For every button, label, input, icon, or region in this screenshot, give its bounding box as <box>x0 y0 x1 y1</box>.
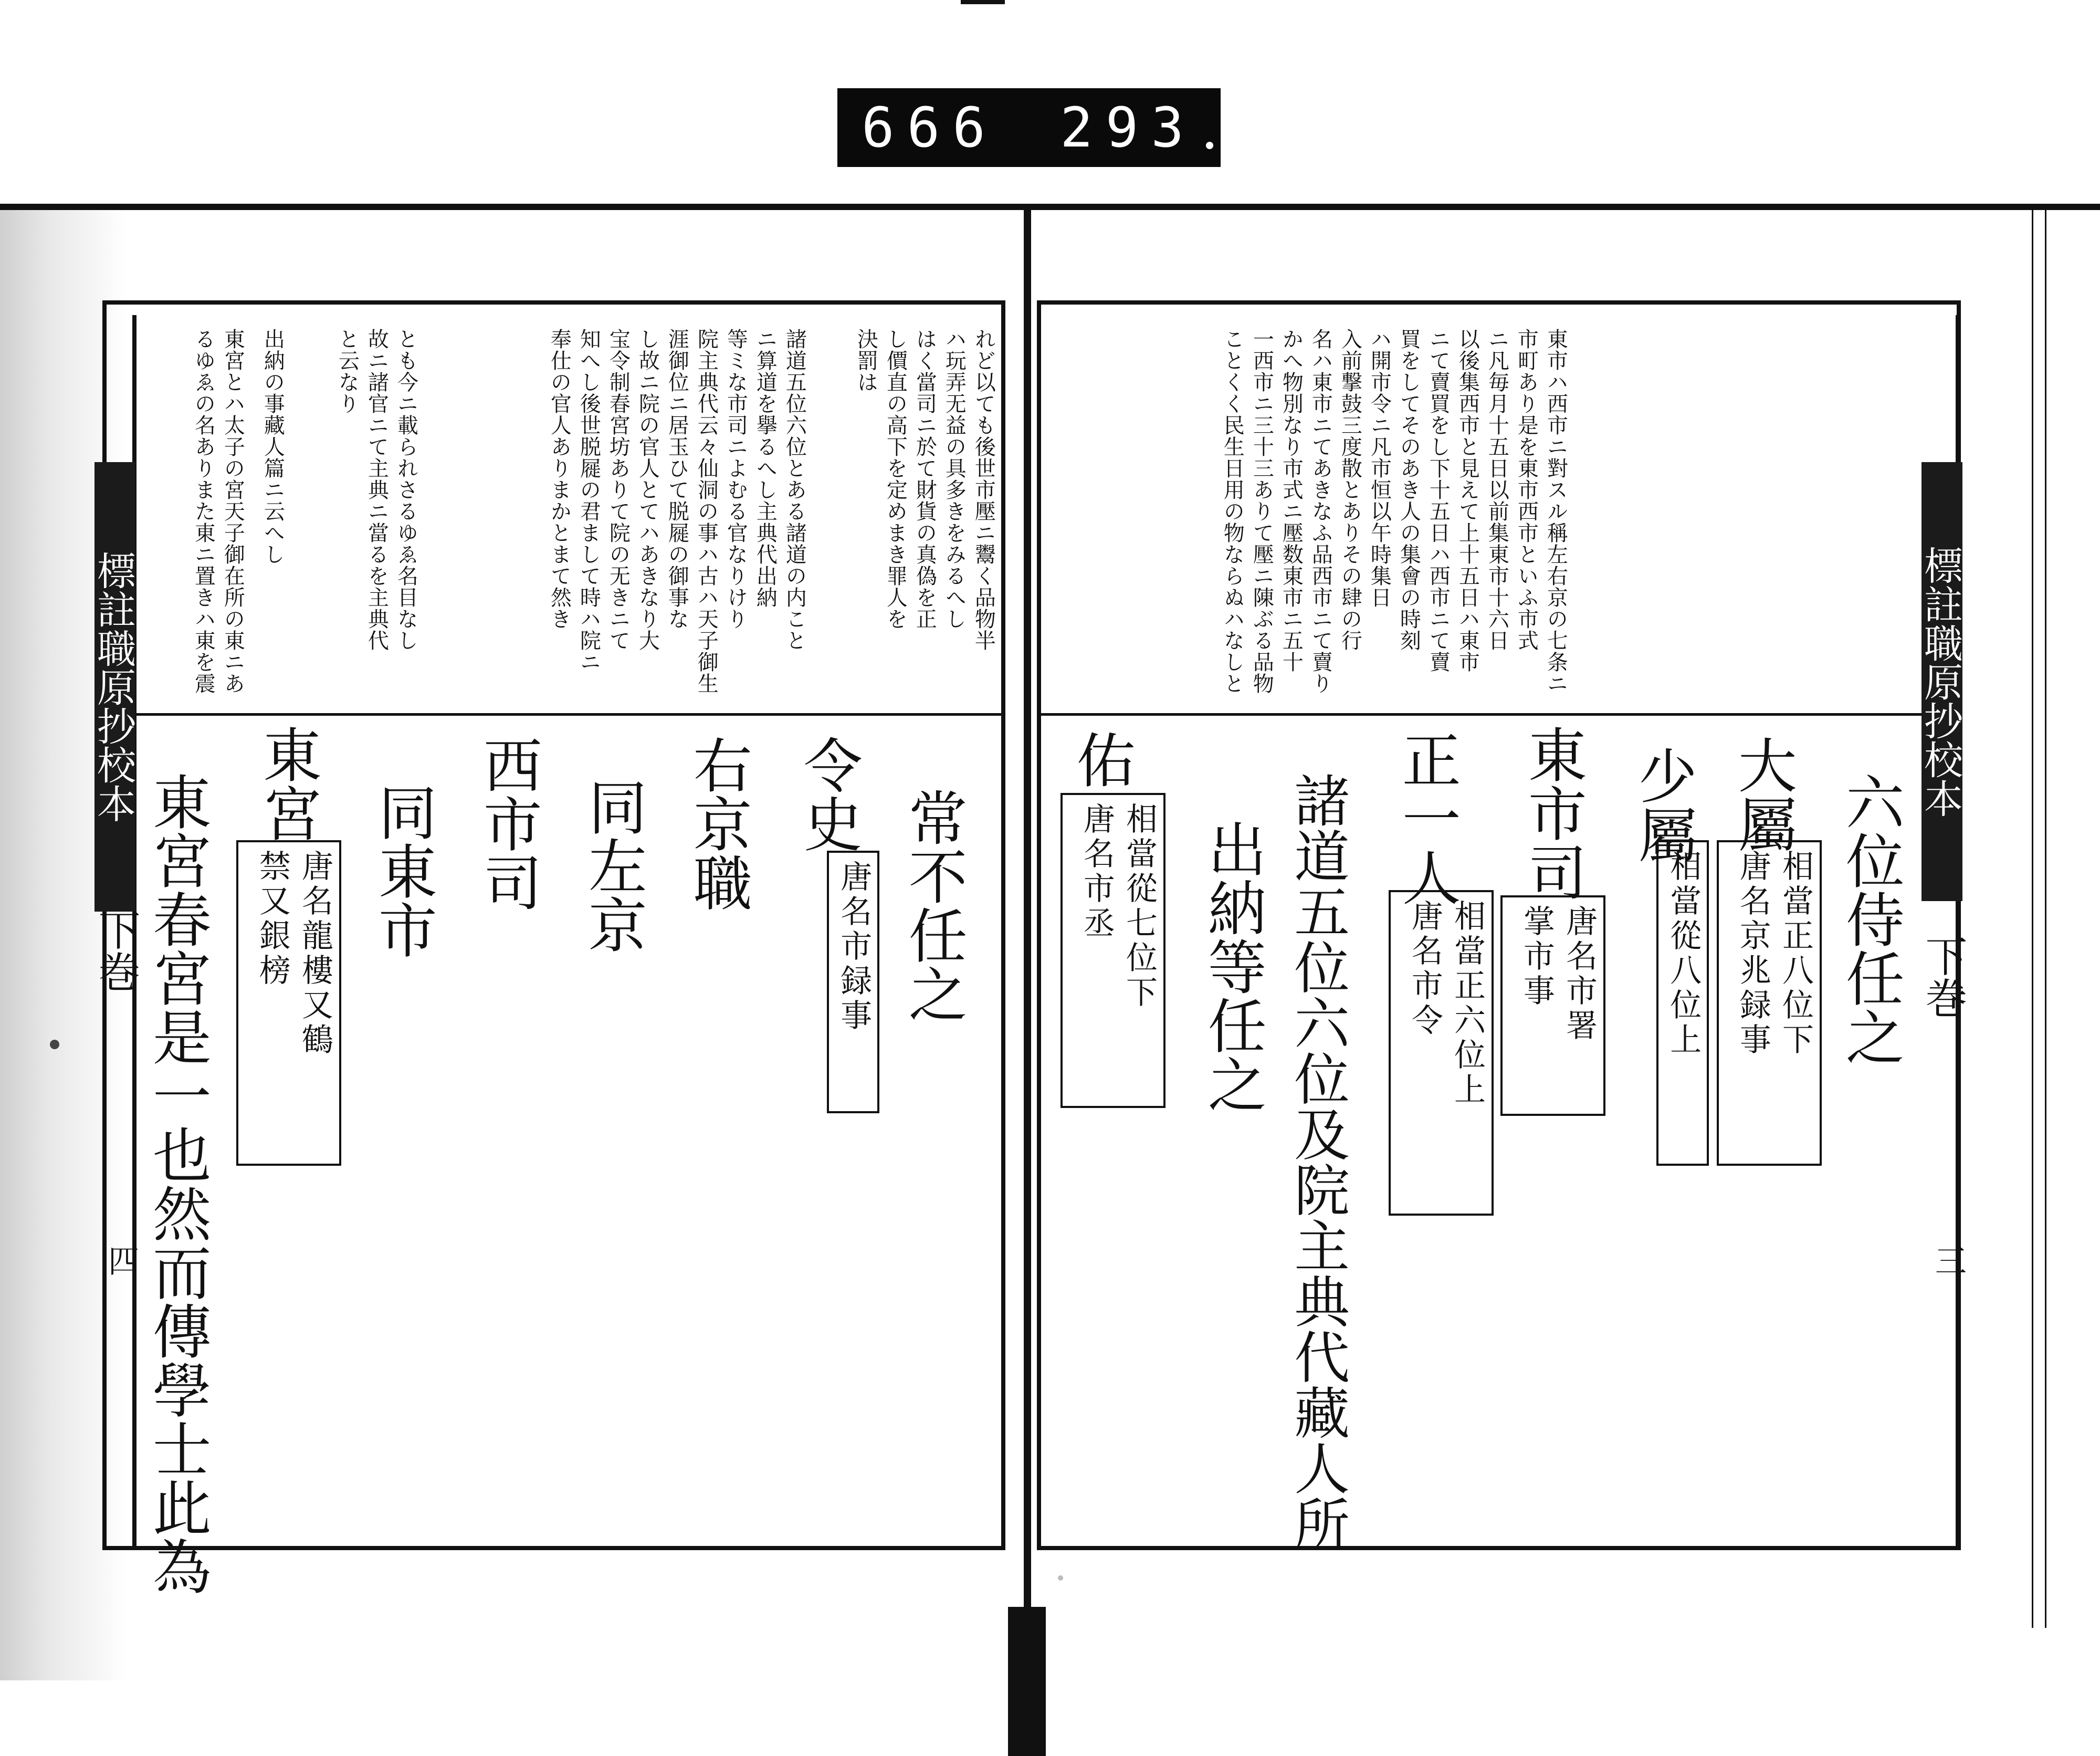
entry-title: 正一人 <box>1392 730 1461 906</box>
right-running-head: 標註職原抄校本 <box>1922 462 1962 901</box>
annotation-box <box>827 851 879 1113</box>
left-note-line: るゆゑの名ありまた東ニ置きハ東を震 <box>191 328 216 694</box>
entry-title: 西市司 <box>474 735 542 912</box>
binding-foot <box>1008 1607 1046 1756</box>
scan-speckle <box>50 1040 59 1049</box>
right-book-edge <box>2032 210 2046 1628</box>
entry-title: 令史 <box>794 735 863 853</box>
entry-title: 六位侍任之 <box>1836 772 1905 1066</box>
left-note-divider <box>132 713 1005 716</box>
book-binding <box>1024 206 1031 1624</box>
annotation-box <box>1656 840 1709 1166</box>
annotation-box <box>1500 895 1605 1116</box>
left-note-line: 等ミな市司ニよむる官なりけり <box>723 328 748 630</box>
entry-title: 右京職 <box>684 735 752 912</box>
right-page-number: 三 <box>1930 1245 1967 1276</box>
left-volume-mark: 下巻 <box>91 908 140 992</box>
left-note-line: はく當司ニ於て財貨の真偽を正 <box>912 328 937 630</box>
entry-title: 同左京 <box>579 777 647 954</box>
left-note-line: と云なり <box>335 328 360 414</box>
box-line: 相當從八位上 <box>1665 850 1702 1058</box>
box-line: 唐名市令 <box>1406 900 1443 1038</box>
box-line: 唐名京兆録事 <box>1734 850 1771 1058</box>
box-line: 相當正六位上 <box>1449 900 1486 1107</box>
right-note-line: 買をしてそのあき人の集會の時刻 <box>1396 328 1421 651</box>
box-line: 唐名市録事 <box>835 860 873 1033</box>
box-line: 相當正八位下 <box>1777 850 1814 1058</box>
left-note-line: 決罰は <box>854 328 878 393</box>
entry-title: 常不任之 <box>899 788 968 1023</box>
left-running-head: 標註職原抄校本 <box>94 462 135 912</box>
left-note-line: とも今ニ載られさるゆゑ名目なし <box>394 328 418 651</box>
right-note-line: ニて賣買をし下十五日ハ西市ニて賣 <box>1426 328 1451 673</box>
entry-title: 東宮 <box>253 725 322 842</box>
label-left-number: 666 <box>862 96 998 160</box>
left-note-line: 出納の事藏人篇ニ云へし <box>260 328 285 565</box>
left-note-line: し故ニ院の官人とてハあきなり大 <box>635 328 660 651</box>
right-volume-mark: 下巻 <box>1918 935 1967 1019</box>
entry-title: 同東市 <box>369 782 437 959</box>
box-line: 唐名市丞 <box>1078 802 1115 941</box>
top-rule <box>0 204 2100 210</box>
right-note-line: ニ凡毎月十五日以前集東市十六日 <box>1485 328 1509 651</box>
left-note-line: ハ玩弄无益の具多きをみるへし <box>942 328 967 630</box>
scan-speckle <box>1058 1575 1063 1581</box>
right-note-line: 入前撃鼓三度散とありその肆の行 <box>1338 328 1362 651</box>
box-line: 唐名龍樓又鶴 <box>297 850 333 1058</box>
left-note-line: 諸道五位六位とある諸道の内こと <box>782 328 807 651</box>
label-right-number: 293 <box>1060 96 1196 160</box>
left-page-number: 四 <box>103 1245 140 1276</box>
right-note-line: 名ハ東市ニてあきなふ品西市ニて賣り <box>1308 328 1333 694</box>
left-note-line: し價直の高下を定めまき罪人を <box>883 328 908 630</box>
right-note-line: ハ開市令ニ凡市恒以午時集日 <box>1367 328 1392 608</box>
annotation-box <box>1389 890 1494 1216</box>
box-line: 掌市事 <box>1518 905 1555 1009</box>
annotation-box <box>1060 793 1166 1108</box>
annotation-box <box>1717 840 1822 1166</box>
entry-title: 東市司 <box>1518 725 1587 901</box>
left-note-line: 知へし後世脱屣の君まして時ハ院ニ <box>576 328 601 673</box>
right-note-divider <box>1037 713 1961 716</box>
entry-title: 佑 <box>1067 730 1136 789</box>
right-note-line: かへ物別なり市式ニ壓数東市ニ五十 <box>1279 328 1304 673</box>
right-note-line: 東市ハ西市ニ對スル稱左右京の七条ニ <box>1544 328 1568 694</box>
entry-title: 東宮春宮是一也然而傳學士此為 <box>143 772 212 1595</box>
entry-title: 出納等任之 <box>1198 819 1267 1113</box>
box-line: 禁又銀榜 <box>254 850 291 988</box>
right-note-line: 市町あり是を東市西市といふ市式 <box>1514 328 1539 651</box>
left-note-line: 宝令制春宮坊ありて院の无きニて <box>606 328 631 651</box>
box-line: 相當從七位下 <box>1121 802 1158 1010</box>
left-note-line: れど以ても後世市壓ニ鬻く品物半 <box>971 328 996 651</box>
left-note-line: 涯御位ニ居玉ひて脱屣の御事な <box>665 328 689 630</box>
right-note-line: 以後集西市と見えて上十五日ハ東市 <box>1455 328 1480 673</box>
left-note-line: 奉仕の官人ありまかとまて然き <box>547 328 572 630</box>
label-dot <box>1206 142 1213 149</box>
film-label <box>837 88 1221 167</box>
entry-title: 少屬 <box>1629 746 1697 863</box>
entry-title: 諸道五位六位及院主典代藏人所 <box>1285 772 1350 1551</box>
entry-title: 大屬 <box>1728 735 1797 853</box>
box-line: 唐名市署 <box>1561 905 1598 1043</box>
left-note-line: ニ算道を擧るへし主典代出納 <box>753 328 778 608</box>
left-note-line: 故ニ諸官ニて主典ニ當るを主典代 <box>364 328 389 651</box>
left-note-line: 東宮とハ太子の宮天子御在所の東ニあ <box>220 328 245 694</box>
right-note-line: 一西市ニ三十三ありて壓ニ陳ぶる品物 <box>1250 328 1274 694</box>
annotation-box <box>236 840 341 1166</box>
left-note-line: 院主典代云々仙洞の事ハ古ハ天子御生 <box>694 328 719 694</box>
right-note-line: ことくく民生日用の物ならぬハなしと <box>1220 328 1245 694</box>
top-edge-mark <box>961 0 1005 4</box>
